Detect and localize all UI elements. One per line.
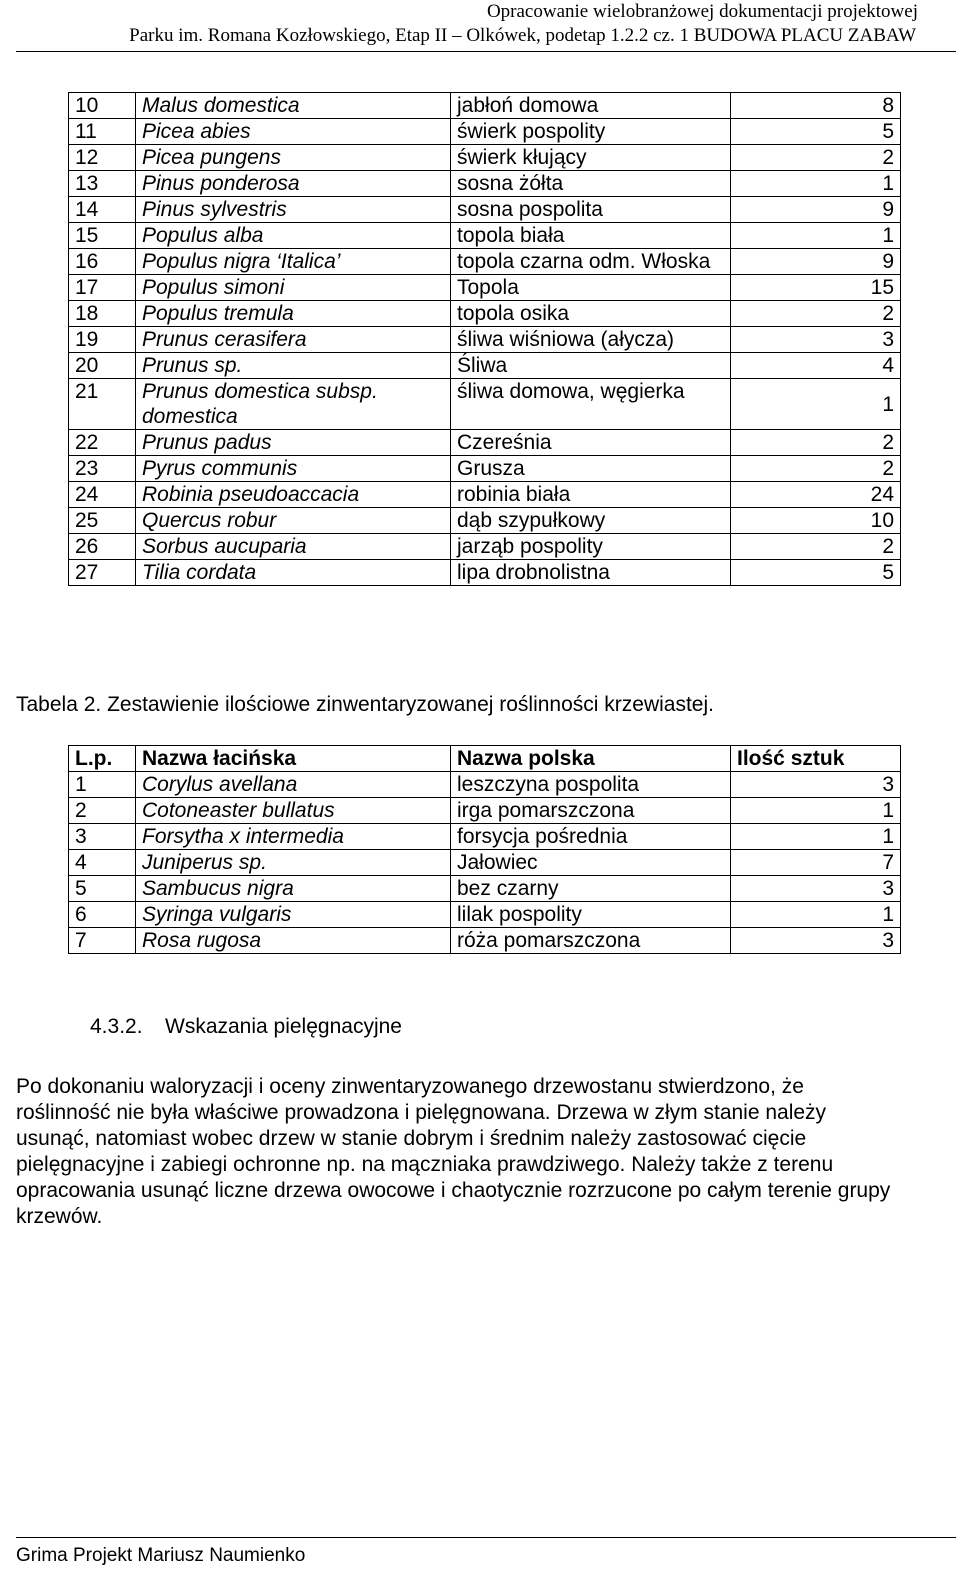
table-row: 11 Picea abies świerk pospolity 5 <box>69 119 901 145</box>
table-row: 12 Picea pungens świerk kłujący 2 <box>69 145 901 171</box>
table-row: 16 Populus nigra ‘Italica’ topola czarna odm. Włoska 9 <box>69 249 901 275</box>
footer-divider <box>16 1537 956 1538</box>
section-number: 4.3.2. <box>90 1015 143 1038</box>
page-footer: Grima Projekt Mariusz Naumienko <box>16 1545 306 1566</box>
section-title: Wskazania pielęgnacyjne <box>165 1015 402 1038</box>
shrubs-table <box>68 745 901 954</box>
section-heading <box>90 1015 402 1039</box>
table-row: 25 Quercus robur dąb szypułkowy 10 <box>69 508 901 534</box>
table-row: 6 Syringa vulgaris lilak pospolity 1 <box>69 902 901 928</box>
table-row: 27 Tilia cordata lipa drobnolistna 5 <box>69 560 901 586</box>
table-row: 5 Sambucus nigra bez czarny 3 <box>69 876 901 902</box>
table-row: 4 Juniperus sp. Jałowiec 7 <box>69 850 901 876</box>
header-divider <box>16 51 956 52</box>
table-row: 24 Robinia pseudoaccacia robinia biała 24 <box>69 482 901 508</box>
table-row: 18 Populus tremula topola osika 2 <box>69 301 901 327</box>
table-row: 1 Corylus avellana leszczyna pospolita 3 <box>69 772 901 798</box>
table-row: 26 Sorbus aucuparia jarząb pospolity 2 <box>69 534 901 560</box>
column-header-polish-name: Nazwa polska <box>451 746 731 772</box>
table-row: 19 Prunus cerasifera śliwa wiśniowa (ałycza) 3 <box>69 327 901 353</box>
table-row: 17 Populus simoni Topola 15 <box>69 275 901 301</box>
table-row: 23 Pyrus communis Grusza 2 <box>69 456 901 482</box>
column-header-lp: L.p. <box>69 746 136 772</box>
table-row: 13 Pinus ponderosa sosna żółta 1 <box>69 171 901 197</box>
table-row: 3 Forsytha x intermedia forsycja pośrednia 1 <box>69 824 901 850</box>
page-header <box>0 0 960 48</box>
column-header-latin-name: Nazwa łacińska <box>136 746 451 772</box>
table-row: 2 Cotoneaster bullatus irga pomarszczona 1 <box>69 798 901 824</box>
table-row: 7 Rosa rugosa róża pomarszczona 3 <box>69 928 901 954</box>
table-row: 21 Prunus domestica subsp. domestica śliwa domowa, węgierka 1 <box>69 379 901 430</box>
header-line-2: Parku im. Romana Kozłowskiego, Etap II – Olkówek, podetap 1.2.2 cz. 1 BUDOWA PLACU ZABAW <box>129 25 916 46</box>
trees-table <box>68 92 901 586</box>
header-line-1: Opracowanie wielobranżowej dokumentacji projektowej <box>486 1 918 22</box>
table-row: 15 Populus alba topola biała 1 <box>69 223 901 249</box>
table-row: 22 Prunus padus Czereśnia 2 <box>69 430 901 456</box>
table-row: 20 Prunus sp. Śliwa 4 <box>69 353 901 379</box>
table-header-row <box>69 746 901 772</box>
table-2-caption: Tabela 2. Zestawienie ilościowe zinwentaryzowanej roślinności krzewiastej. <box>16 693 714 716</box>
table-row: 10 Malus domestica jabłoń domowa 8 <box>69 93 901 119</box>
column-header-quantity: Ilość sztuk <box>731 746 901 772</box>
table-row: 14 Pinus sylvestris sosna pospolita 9 <box>69 197 901 223</box>
body-paragraph: Po dokonaniu waloryzacji i oceny zinwentaryzowanego drzewostanu stwierdzono, że roślinność nie była właściwe prowadzona i pielęgnowana. Drzewa w złym stanie należy usunąć, natomiast wobec drzew w stanie dobrym i średnim należy zastosować cięcie pielęgnacyjne i zabiegi ochronne np. na mączniaka prawdziwego. Należy także z terenu opracowania usunąć liczne drzewa owocowe i chaotycznie rozrzucone po całym terenie grupy krzewów. <box>16 1075 891 1228</box>
